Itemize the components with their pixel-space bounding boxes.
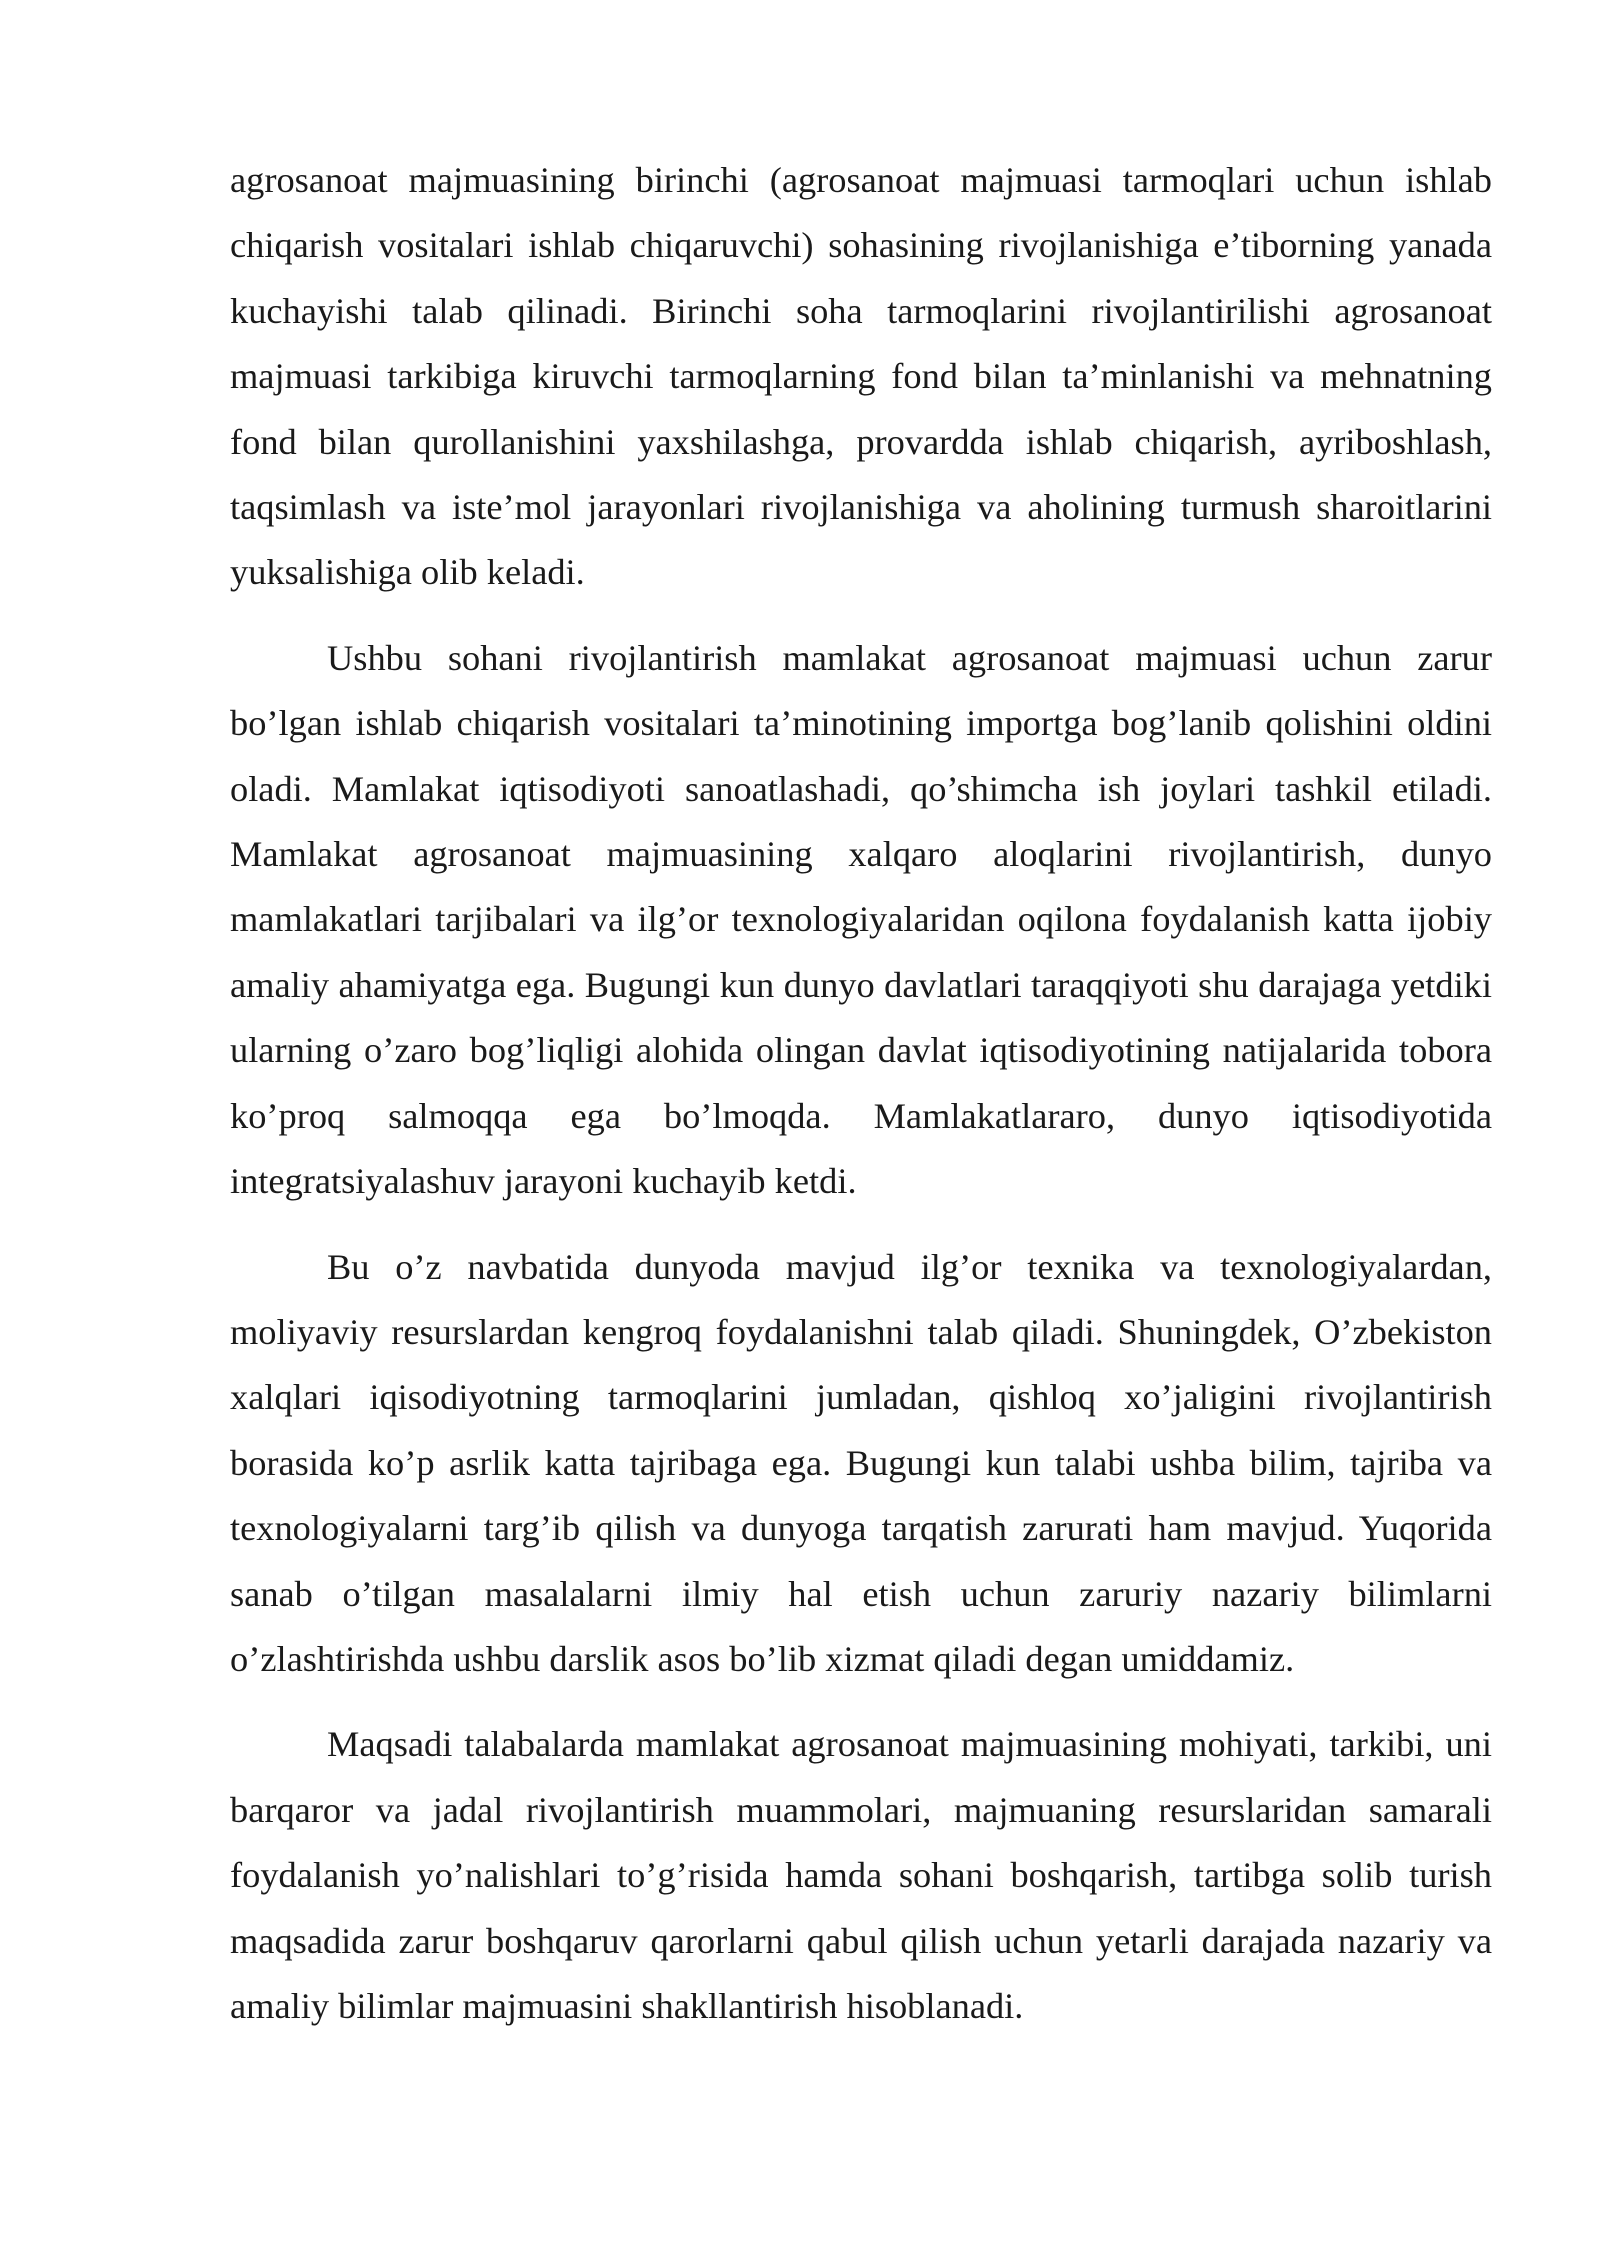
- paragraph-1: agrosanoat majmuasining birinchi (agrosanoat majmuasi tarmoqlari uchun ishlab chiqarish vositalari ishlab chiqaruvchi) sohasining rivojlanishiga e’tiborning yanada kuchayishi talab qilinadi. Birinchi soha tarmoqlarini rivojlantirilishi agrosanoat majmuasi tarkibiga kiruvchi tarmoqlarning fond bilan ta’minlanishi va mehnatning fond bilan qurollanishini yaxshilashga, provardda ishlab chiqarish, ayriboshlash, taqsimlash va iste’mol jarayonlari rivojlanishiga va aholining turmush sharoitlarini yuksalishiga olib keladi.: [230, 160, 1492, 593]
- document-page: [230, 148, 1492, 2059]
- paragraph-4: Maqsadi talabalarda mamlakat agrosanoat majmuasining mohiyati, tarkibi, uni barqaror va jadal rivojlantirish muammolari, majmuaning resurslaridan samarali foydalanish yo’nalishlari to’g’risida hamda sohani boshqarish, tartibga solib turish maqsadida zarur boshqaruv qarorlarni qabul qilish uchun yetarli darajada nazariy va amaliy bilimlar majmuasini shakllantirish hisoblanadi.: [230, 1724, 1492, 2026]
- paragraph-3: Bu o’z navbatida dunyoda mavjud ilg’or texnika va texnologiyalardan, moliyaviy resurslardan kengroq foydalanishni talab qiladi. Shuningdek, O’zbekiston xalqlari iqisodiyotning tarmoqlarini jumladan, qishloq xo’jaligini rivojlantirish borasida ko’p asrlik katta tajribaga ega. Bugungi kun talabi ushba bilim, tajriba va texnologiyalarni targ’ib qilish va dunyoga tarqatish zarurati ham mavjud. Yuqorida sanab o’tilgan masalalarni ilmiy hal etish uchun zaruriy nazariy bilimlarni o’zlashtirishda ushbu darslik asos bo’lib xizmat qiladi degan umiddamiz.: [230, 1246, 1492, 1679]
- paragraph-2: Ushbu sohani rivojlantirish mamlakat agrosanoat majmuasi uchun zarur bo’lgan ishlab chiqarish vositalari ta’minotining importga bog’lanib qolishini oldini oladi. Mamlakat iqtisodiyoti sanoatlashadi, qo’shimcha ish joylari tashkil etiladi. Mamlakat agrosanoat majmuasining xalqaro aloqlarini rivojlantirish, dunyo mamlakatlari tarjibalari va ilg’or texnologiyalaridan oqilona foydalanish katta ijobiy amaliy ahamiyatga ega. Bugungi kun dunyo davlatlari taraqqiyoti shu darajaga yetdiki ularning o’zaro bog’liqligi alohida olingan davlat iqtisodiyotining natijalarida tobora ko’proq salmoqqa ega bo’lmoqda. Mamlakatlararo, dunyo iqtisodiyotida integratsiyalashuv jarayoni kuchayib ketdi.: [230, 637, 1492, 1202]
